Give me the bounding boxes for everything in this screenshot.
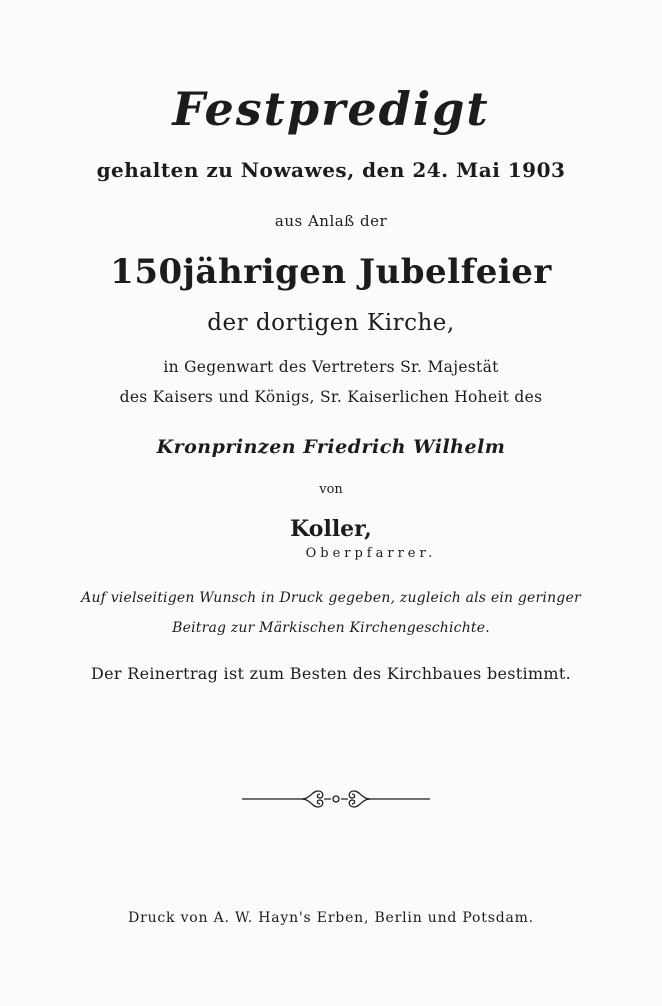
occasion-intro: aus Anlaß der [274,212,388,230]
presence-line-1: in Gegenwart des Vertreters Sr. Majestät [163,358,499,376]
by-label: von [319,482,343,497]
sermon-date-line: gehalten zu Nowawes, den 24. Mai 1903 [96,158,566,182]
presence-line-2: des Kaisers und Königs, Sr. Kaiserlichen Hoheit des [119,388,543,406]
occasion-heading: 150jährigen Jubelfeier [110,252,552,292]
crown-prince-name: Kronprinzen Friedrich Wilhelm [156,436,506,458]
church-line: der dortigen Kirche, [207,310,455,336]
request-line-2: Beitrag zur Märkischen Kirchengeschichte. [172,620,490,636]
ornament-divider-icon [240,786,432,812]
document-title: Festpredigt [172,82,490,136]
request-line-1: Auf vielseitigen Wunsch in Druck gegeben, zugleich als ein geringer [81,590,581,606]
author-name: Koller, [290,516,372,542]
author-title: Oberpfarrer. [305,546,437,561]
proceeds-note: Der Reinertrag ist zum Besten des Kirchbaues bestimmt. [91,664,571,683]
printer-imprint: Druck von A. W. Hayn's Erben, Berlin und Potsdam. [128,910,534,926]
